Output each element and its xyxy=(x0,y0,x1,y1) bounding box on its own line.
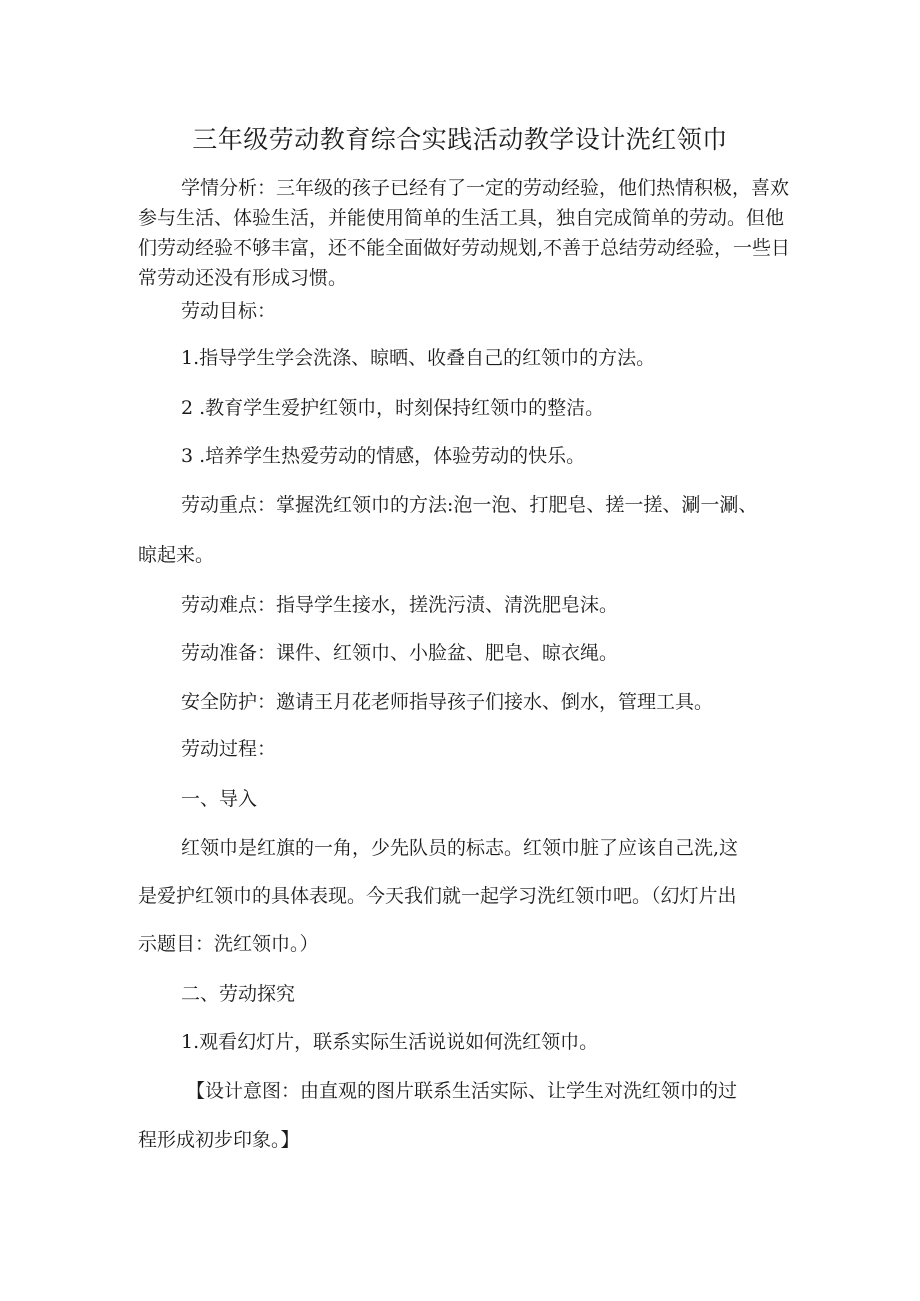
section-heading-intro: 一、导入 xyxy=(181,788,258,810)
design-intent-line-2: 程形成初步印象。】 xyxy=(138,1129,300,1151)
process-heading: 劳动过程： xyxy=(181,738,277,760)
document-title: 三年级劳动教育综合实践活动教学设计洗红领巾 xyxy=(192,125,728,154)
goal-item-3: 3 .培养学生热爱劳动的情感，体验劳动的快乐。 xyxy=(181,445,586,467)
section-heading-explore: 二、劳动探究 xyxy=(181,983,296,1005)
intro-line-1: 红领巾是红旗的一角，少先队员的标志。红领巾脏了应该自己洗,这 xyxy=(181,837,739,859)
preparation-line: 劳动准备：课件、红领巾、小脸盆、肥皂、晾衣绳。 xyxy=(181,642,619,664)
intro-line-3: 示题目：洗红领巾。） xyxy=(138,933,319,955)
goal-item-1: 1.指导学生学会洗涤、晾晒、收叠自己的红领巾的方法。 xyxy=(181,347,656,369)
key-points-line-2: 晾起来。 xyxy=(138,544,215,566)
goal-item-2: 2 .教育学生爱护红领巾，时刻保持红领巾的整洁。 xyxy=(181,397,605,419)
learning-analysis-paragraph: 学情分析：三年级的孩子已经有了一定的劳动经验，他们热情积极，喜欢参与生活、体验生活，并能使用简单的生活工具，独自完成简单的劳动。但他们劳动经验不够丰富，还不能全面做好劳动规划,不善于总结劳动经验，一些日常劳动还没有形成习惯。 xyxy=(138,177,791,289)
safety-line: 安全防护：邀请王月花老师指导孩子们接水、倒水，管理工具。 xyxy=(181,691,714,713)
design-intent-line-1: 【设计意图：由直观的图片联系生活实际、让学生对洗红领巾的过 xyxy=(186,1080,738,1102)
goals-heading: 劳动目标： xyxy=(181,300,277,322)
intro-line-2: 是爱护红领巾的具体表现。今天我们就一起学习洗红领巾吧。（幻灯片出 xyxy=(138,885,737,907)
key-points-line-1: 劳动重点：掌握洗红领巾的方法:泡一泡、打肥皂、搓一搓、涮一涮、 xyxy=(181,494,758,516)
explore-item-1: 1.观看幻灯片，联系实际生活说说如何洗红领巾。 xyxy=(181,1031,599,1053)
difficulty-line: 劳动难点：指导学生接水，搓洗污渍、清洗肥皂沫。 xyxy=(181,594,619,616)
